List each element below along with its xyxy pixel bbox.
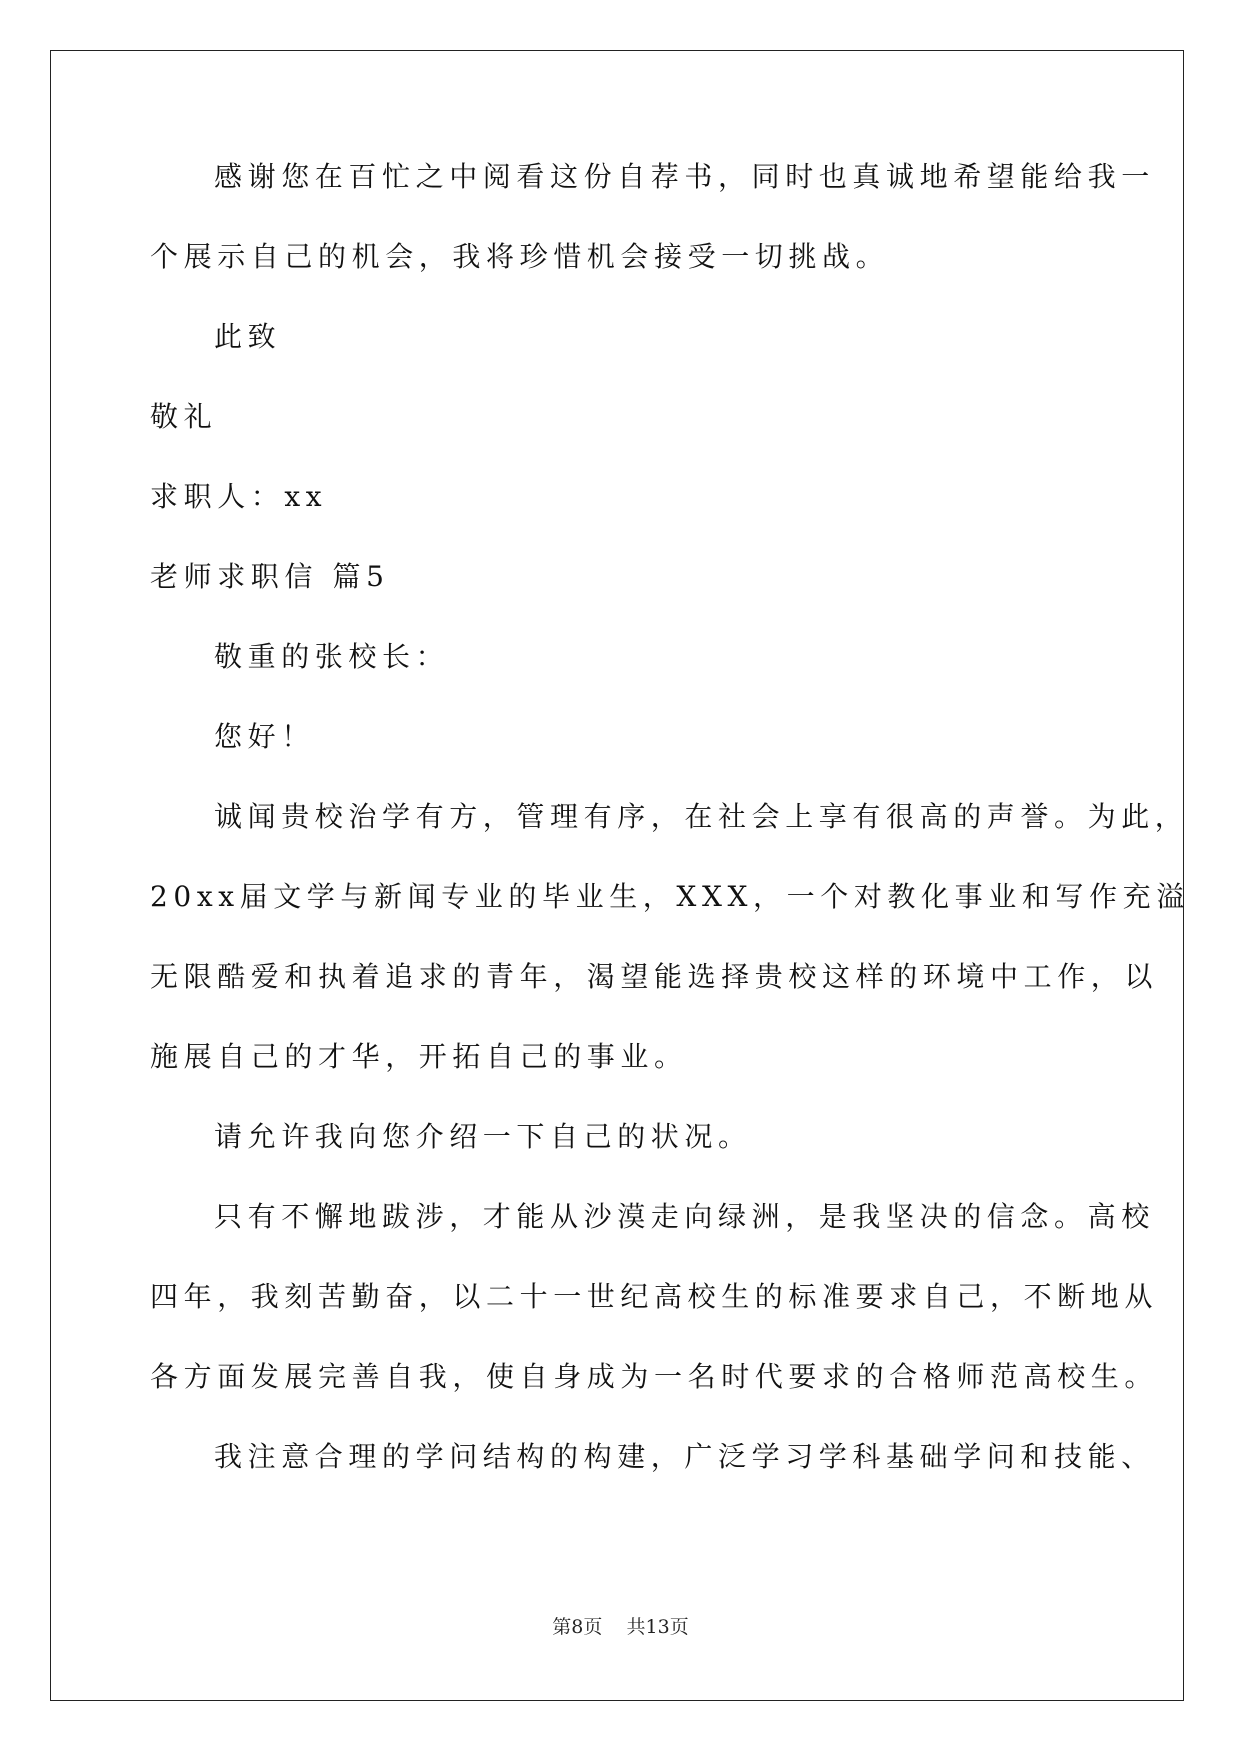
paragraph-line: 个展示自己的机会，我将珍惜机会接受一切挑战。 bbox=[150, 240, 890, 273]
section-title: 老师求职信 篇5 bbox=[150, 560, 390, 593]
document-body bbox=[150, 160, 1190, 1520]
paragraph-line: 只有不懈地跋涉，才能从沙漠走向绿洲，是我坚决的信念。高校 bbox=[214, 1200, 1155, 1233]
paragraph-line: 四年，我刻苦勤奋，以二十一世纪高校生的标准要求自己，不断地从 bbox=[150, 1280, 1159, 1313]
paragraph-line: 请允许我向您介绍一下自己的状况。 bbox=[214, 1120, 752, 1153]
paragraph-line: 各方面发展完善自我，使自身成为一名时代要求的合格师范高校生。 bbox=[150, 1360, 1159, 1393]
closing-salutation: 敬礼 bbox=[150, 400, 218, 433]
paragraph-line: 施展自己的才华，开拓自己的事业。 bbox=[150, 1040, 688, 1073]
paragraph-line: 无限酷爱和执着追求的青年，渴望能选择贵校这样的环境中工作，以 bbox=[150, 960, 1159, 993]
paragraph-line: 我注意合理的学问结构的构建，广泛学习学科基础学问和技能、 bbox=[214, 1440, 1155, 1473]
greeting: 敬重的张校长： bbox=[214, 640, 450, 673]
paragraph-line: 20xx届文学与新闻专业的毕业生，XXX，一个对教化事业和写作充溢 bbox=[150, 880, 1190, 913]
greeting: 您好！ bbox=[214, 720, 315, 753]
paragraph-line: 诚闻贵校治学有方，管理有序，在社会上享有很高的声誉。为此， bbox=[214, 800, 1189, 833]
page-number: 第8页 共13页 bbox=[552, 1616, 689, 1638]
paragraph-line: 感谢您在百忙之中阅看这份自荐书，同时也真诚地希望能给我一 bbox=[214, 160, 1155, 193]
signature-line: 求职人：xx bbox=[150, 480, 328, 513]
closing-salutation: 此致 bbox=[214, 320, 282, 353]
